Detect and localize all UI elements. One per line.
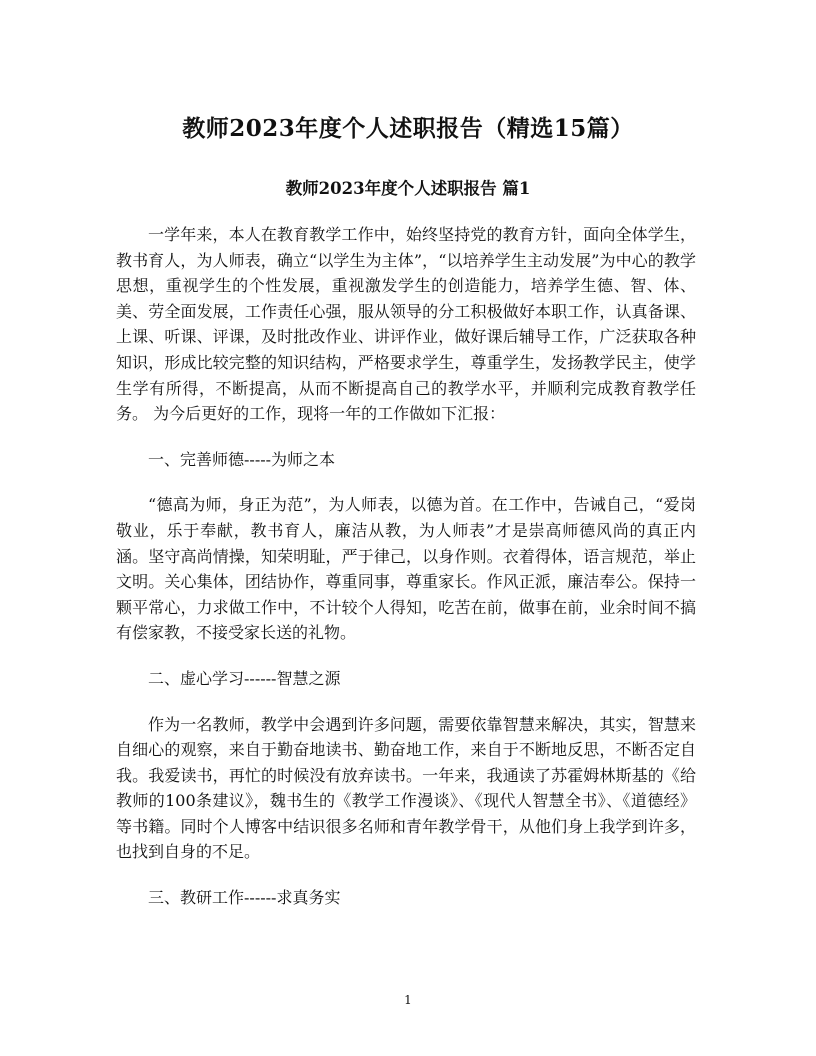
section-heading-3: 三、教研工作------求真务实 xyxy=(148,888,341,908)
section-heading-2: 二、虚心学习------智慧之源 xyxy=(148,668,341,688)
paragraph-intro: 一学年来，本人在教育教学工作中，始终坚持党的教育方针，面向全体学生，教书育人，为人师表，确立“以学生为主体”，“以培养学生主动发展”为中心的教学思想，重视学生的个性发展，重视激发学生的创造能力，培养学生德、智、体、美、劳全面发展，工作责任心强，服从领导的分工积极做好本职工作，认真备课、上课、听课、评课，及时批改作业、讲评作业，做好课后辅导工作，广泛获取各种知识，形成比较完整的知识结构，严格要求学生，尊重学生，发扬教学民主，使学生学有所得，不断提高，从而不断提高自己的教学水平，并顺利完成教育教学任务。 为今后更好的工作，现将一年的工作做如下汇报： xyxy=(116,225,696,424)
section-heading-1: 一、完善师德-----为师之本 xyxy=(148,449,336,469)
document-body xyxy=(116,222,696,911)
section-subtitle: 教师2023年度个人述职报告 篇1 xyxy=(285,179,531,198)
document-title: 教师2023年度个人述职报告（精选15篇） xyxy=(182,115,634,142)
paragraph-learning: 作为一名教师，教学中会遇到许多问题，需要依靠智慧来解决，其实，智慧来自细心的观察，来自于勤奋地读书、勤奋地工作，来自于不断地反思，不断否定自我。我爱读书，再忙的时候没有放弃读书。一年来，我通读了苏霍姆林斯基的《给教师的100条建议》，魏书生的《教学工作漫谈》、《现代人智慧全书》、《道德经》等书籍。同时个人博客中结识很多名师和青年教学骨干，从他们身上我学到许多，也找到自身的不足。 xyxy=(116,714,696,862)
paragraph-ethics: “德高为师，身正为范”，为人师表，以德为首。在工作中，告诫自己，“爱岗敬业，乐于奉献，教书育人，廉洁从教，为人师表”才是崇高师德风尚的真正内涵。坚守高尚情操，知荣明耻，严于律己，以身作则。衣着得体，语言规范，举止文明。关心集体，团结协作，尊重同事，尊重家长。作风正派，廉洁奉公。保持一颗平常心，力求做工作中，不计较个人得知，吃苦在前，做事在前，业余时间不搞有偿家教，不接受家长送的礼物。 xyxy=(116,495,696,643)
page-number: 1 xyxy=(404,993,412,1007)
